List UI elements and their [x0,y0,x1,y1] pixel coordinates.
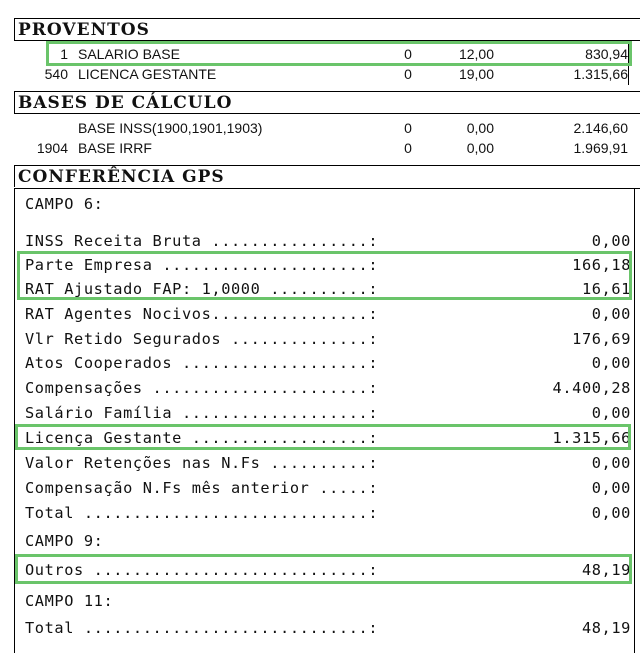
campo-11-label: CAMPO 11: [25,592,114,610]
row-ref: 0 [404,66,412,82]
gps-line: Valor Retenções nas N.Fs ..........: 0,00 [25,454,631,472]
row-desc: SALARIO BASE [78,46,180,62]
bases-rule [14,113,640,114]
gps-left-border [14,188,15,653]
bases-row [0,139,640,157]
row-value: 830,94 [585,46,628,62]
row-qty: 0,00 [466,120,494,136]
row-desc: BASE IRRF [78,140,152,156]
proventos-row [0,65,640,83]
row-qty: 0,00 [466,140,494,156]
proventos-title: PROVENTOS [14,18,640,40]
gps-line: RAT Agentes Nocivos................: 0,00 [25,305,631,323]
gps-line: INSS Receita Bruta ................: 0,00 [25,232,631,250]
gps-rule [14,188,640,189]
proventos-row [0,45,640,63]
gps-title: CONFERÊNCIA GPS [14,165,640,187]
row-value: 1.969,91 [573,140,628,156]
row-code: 1904 [36,140,68,156]
proventos-rule [14,40,640,41]
row-qty: 19,00 [458,66,494,82]
gps-line: Atos Cooperados ...................: 0,00 [25,354,631,372]
row-desc: LICENCA GESTANTE [78,66,217,82]
row-ref: 0 [404,120,412,136]
row-ref: 0 [404,46,412,62]
gps-line: RAT Ajustado FAP: 1,0000 ..........: 16,61 [25,280,631,298]
gps-line: Total .............................: 0,00 [25,504,631,522]
row-code: 540 [44,66,68,82]
gps-line: Parte Empresa .....................: 166,18 [25,256,631,274]
campo-9-label: CAMPO 9: [25,532,104,550]
bases-title: BASES DE CÁLCULO [14,91,640,113]
gps-line: Outros ............................: 48,19 [25,561,631,579]
gps-line: Total .............................: 48,19 [25,619,631,637]
row-ref: 0 [404,140,412,156]
row-value: 1.315,66 [573,66,628,82]
gps-line: Salário Família ...................: 0,00 [25,404,631,422]
row-qty: 12,00 [458,46,494,62]
gps-line: Compensação N.Fs mês anterior .....: 0,00 [25,479,631,497]
row-value: 2.146,60 [573,120,628,136]
row-code: 1 [60,46,68,62]
gps-line: Licença Gestante ..................: 1.315,66 [25,429,631,447]
bases-row [0,119,640,137]
gps-line: Vlr Retido Segurados ..............: 176,69 [25,330,631,348]
gps-right-border [634,188,635,653]
gps-line: Compensações ......................: 4.400,28 [25,379,631,397]
row-desc: BASE INSS(1900,1901,1903) [78,120,263,136]
campo-6-label: CAMPO 6: [25,195,104,213]
